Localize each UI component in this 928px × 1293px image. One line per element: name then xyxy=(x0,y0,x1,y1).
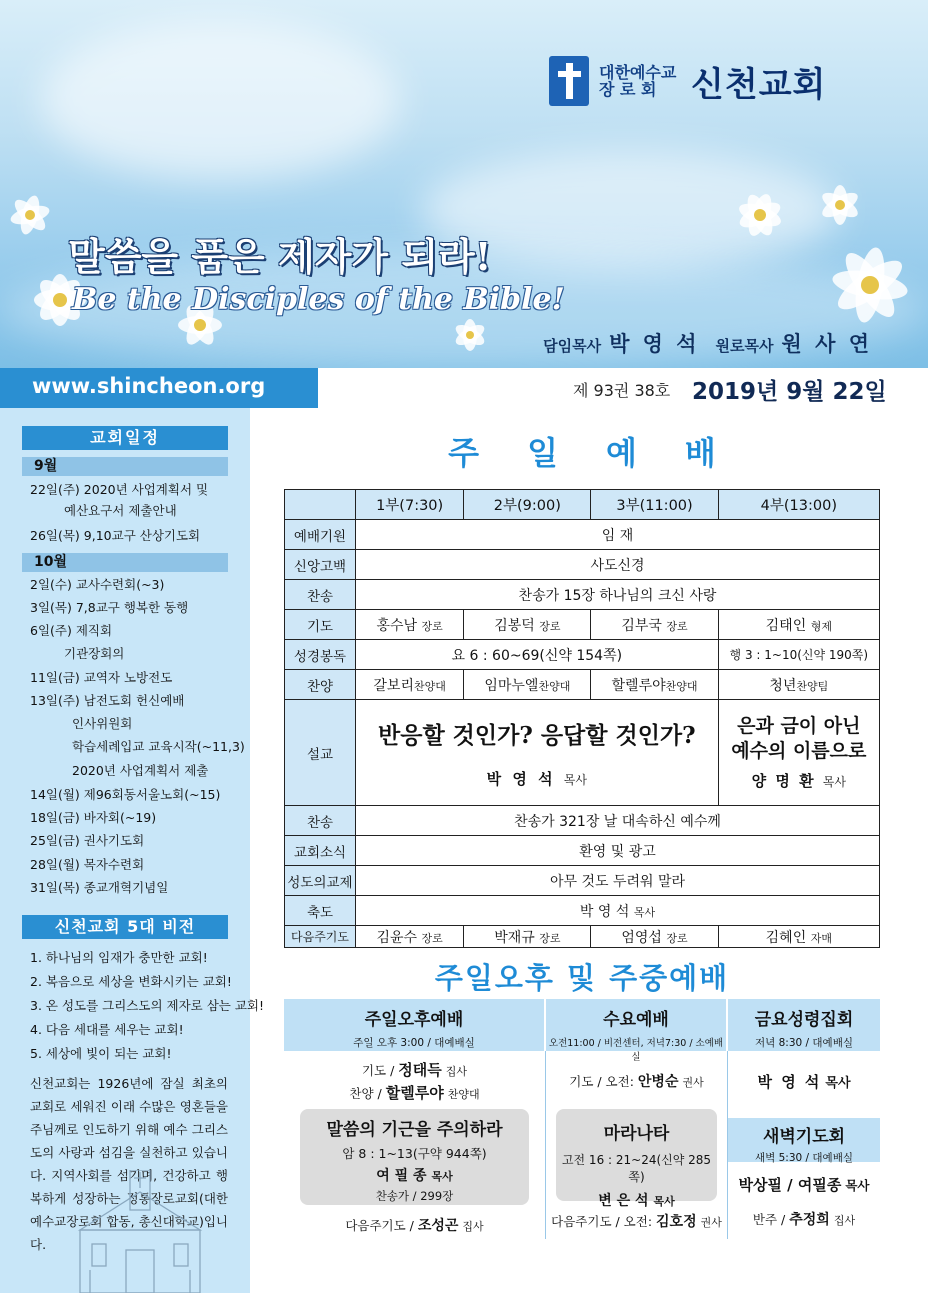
wednesday-next-prayer: 다음주기도 / 오전: 김호정 권사 xyxy=(551,1214,722,1230)
schedule-item: 28일(월) 목자수련회 xyxy=(30,857,145,872)
website-link[interactable]: www.shincheon.org xyxy=(32,374,266,398)
afternoon-sermon-title: 말씀의 기근을 주의하라 xyxy=(326,1120,503,1140)
row-label: 다음주기도 xyxy=(285,926,356,948)
table-row xyxy=(285,640,880,670)
church-introduction: 신천교회는 1926년에 잠실 최초의 교회로 세워진 이래 수많은 영혼들을 주님께로 인도하기 위해 예수 그리스도의 사랑과 섬김을 실천하고 있습니다. 지역사회를 섬기며, 건강하고 행복하게 성장하는 정통장로교회(대한예수교장로회 합동, 총신대학교)입니다. xyxy=(30,1076,228,1252)
wednesday-prayer: 기도 / 오전: 안병순 권사 xyxy=(569,1074,704,1090)
afternoon-hymn: 찬송가 / 299장 xyxy=(375,1189,454,1203)
schedule-item: 26일(목) 9,10교구 산상기도회 xyxy=(30,528,201,543)
vision-item: 1. 하나님의 임재가 충만한 교회! xyxy=(30,950,208,965)
sunday-worship-title: 주일예배 xyxy=(448,434,764,472)
service-2-header: 2부(9:00) xyxy=(464,490,591,520)
vision-item: 5. 세상에 빛이 되는 교회! xyxy=(30,1046,172,1061)
wednesday-scripture: 고전 16 : 21~24(신약 285쪽) xyxy=(561,1153,712,1184)
afternoon-prayer: 기도 / 정태득 집사 xyxy=(361,1061,468,1079)
next-prayer-2: 박재규 장로 xyxy=(464,926,591,948)
church-news: 환영 및 광고 xyxy=(356,836,880,866)
vision-item: 3. 온 성도를 그리스도의 제자로 삼는 교회! xyxy=(30,998,264,1013)
row-label: 찬송 xyxy=(285,806,356,836)
friday-time: 저녁 8:30 / 대예배실 xyxy=(755,1037,853,1049)
dawn-header xyxy=(728,1118,880,1162)
next-prayer-3: 엄영섭 장로 xyxy=(591,926,718,948)
schedule-item: 22일(주) 2020년 사업계획서 및 xyxy=(30,482,209,497)
schedule-item: 2020년 사업계획서 제출 xyxy=(72,763,209,778)
senior-pastor-name: 박 영 석 xyxy=(609,332,700,356)
schedule-item: 2일(수) 교사수련회(~3) xyxy=(30,577,165,592)
choir-1: 갈보리찬양대 xyxy=(356,670,464,700)
wednesday-sermon-title: 마라나타 xyxy=(603,1124,670,1144)
dawn-preachers: 박상필 / 여필종 목사 xyxy=(738,1176,870,1194)
service-3-header: 3부(11:00) xyxy=(591,490,718,520)
schedule-item: 기관장회의 xyxy=(64,646,125,661)
dawn-time: 새벽 5:30 / 대예배실 xyxy=(755,1152,853,1164)
table-row xyxy=(285,866,880,896)
sermon-4th-title-line1: 은과 금이 아닌 xyxy=(737,715,861,737)
header-banner xyxy=(0,0,928,368)
issue-number: 제 93권 38호 xyxy=(573,381,671,400)
opening-hymn: 찬송가 15장 하나님의 크신 사랑 xyxy=(356,580,880,610)
afternoon-worship xyxy=(284,999,545,1235)
prayer-leader-3: 김부국 장로 xyxy=(591,610,718,640)
benediction-value: 박 영 석 목사 xyxy=(356,896,880,926)
prayer-leader-2: 김봉덕 장로 xyxy=(464,610,591,640)
sermon-4th-title-line2: 예수의 이름으로 xyxy=(731,740,867,762)
prayer-leader-4: 김태인 형제 xyxy=(718,610,879,640)
afternoon-time: 주일 오후 3:00 / 대예배실 xyxy=(353,1037,475,1049)
row-label: 신앙고백 xyxy=(285,550,356,580)
afternoon-next-prayer: 다음주기도 / 조성곤 집사 xyxy=(345,1218,484,1234)
choir-2: 임마누엘찬양대 xyxy=(464,670,591,700)
table-corner xyxy=(285,490,356,520)
wednesday-worship xyxy=(546,999,727,1231)
sermon-4th-preacher: 양 명 환 목사 xyxy=(751,772,846,790)
service-1-header: 1부(7:30) xyxy=(356,490,464,520)
fellowship-value: 아무 것도 두려워 말라 xyxy=(356,866,880,896)
table-row xyxy=(285,610,880,640)
schedule-item: 31일(목) 종교개혁기념일 xyxy=(30,880,169,895)
sky-haze xyxy=(40,20,400,180)
row-label: 교회소식 xyxy=(285,836,356,866)
sermon-4th xyxy=(718,700,879,806)
friday-dawn-worship xyxy=(728,999,880,1229)
table-row xyxy=(285,806,880,836)
vision-item: 2. 복음으로 세상을 변화시키는 교회! xyxy=(30,974,232,989)
row-label: 예배기원 xyxy=(285,520,356,550)
table-row xyxy=(285,836,880,866)
info-bar xyxy=(0,368,928,408)
row-label: 성경봉독 xyxy=(285,640,356,670)
schedule-item: 학습세례입교 교육시작(~11,3) xyxy=(72,739,245,754)
schedule-item: 3일(목) 7,8교구 행복한 동행 xyxy=(30,600,189,615)
sunday-service-table xyxy=(284,489,880,948)
table-row xyxy=(285,550,880,580)
invocation-value: 임 재 xyxy=(356,520,880,550)
table-row xyxy=(285,700,880,806)
friday-header xyxy=(728,999,880,1051)
month-label: 9월 xyxy=(22,457,228,476)
sidebar xyxy=(0,408,264,1293)
church-building-illustration xyxy=(60,1170,220,1293)
row-label: 찬양 xyxy=(285,670,356,700)
weekday-worship-title: 주일오후 및 주중예배 xyxy=(434,961,730,995)
wednesday-name: 수요예배 xyxy=(603,1010,669,1030)
emeritus-pastor-role: 원로목사 xyxy=(715,337,774,355)
vision-item: 4. 다음 세대를 세우는 교회! xyxy=(30,1022,184,1037)
church-logo[interactable] xyxy=(549,56,826,106)
row-label: 설교 xyxy=(285,700,356,806)
wednesday-header xyxy=(546,999,727,1063)
month-label: 10월 xyxy=(22,553,228,572)
issue-date: 2019년 9월 22일 xyxy=(692,379,887,405)
pastors-line xyxy=(543,328,872,358)
schedule-heading: 교회일정 xyxy=(22,426,228,450)
sermon-main xyxy=(356,700,719,806)
schedule-item: 인사위원회 xyxy=(72,716,133,731)
row-label: 성도의교제 xyxy=(285,866,356,896)
dawn-name: 새벽기도회 xyxy=(762,1127,846,1147)
sermon-title: 반응할 것인가? 응답할 것인가? xyxy=(378,721,696,749)
afternoon-header xyxy=(284,999,545,1051)
scripture-reading-4th: 행 3 : 1~10(신약 190쪽) xyxy=(718,640,879,670)
friday-preacher: 박 영 석 목사 xyxy=(757,1073,851,1091)
next-prayer-1: 김윤수 장로 xyxy=(356,926,464,948)
wednesday-preacher: 변 은 석 목사 xyxy=(598,1193,675,1209)
afternoon-name: 주일오후예배 xyxy=(364,1010,464,1030)
closing-hymn: 찬송가 321장 날 대속하신 예수께 xyxy=(356,806,880,836)
afternoon-praise: 찬양 / 할렐루야 찬양대 xyxy=(349,1084,480,1102)
afternoon-sermon-box xyxy=(300,1109,529,1205)
schedule-item: 13일(주) 남전도회 헌신예배 xyxy=(30,693,185,708)
service-4-header: 4부(13:00) xyxy=(718,490,879,520)
afternoon-scripture: 암 8 : 1~13(구약 944쪽) xyxy=(342,1146,487,1161)
schedule-item: 6일(주) 제직회 xyxy=(30,623,113,638)
emeritus-pastor-name: 원 사 연 xyxy=(781,332,872,356)
prayer-leader-1: 홍수남 장로 xyxy=(356,610,464,640)
table-row xyxy=(285,896,880,926)
table-header-row xyxy=(285,490,880,520)
table-row xyxy=(285,580,880,610)
wednesday-time: 오전11:00 / 비전센터, 저녁7:30 / 소예배실 xyxy=(548,1038,724,1063)
church-name: 신천교회 xyxy=(691,64,827,105)
table-row xyxy=(285,670,880,700)
choir-4: 청년찬양팀 xyxy=(718,670,879,700)
next-prayer-4: 김혜인 자매 xyxy=(718,926,879,948)
schedule-item: 예산요구서 제출안내 xyxy=(64,503,177,518)
row-label: 기도 xyxy=(285,610,356,640)
logo-denomination: 대한예수교 장 로 회 xyxy=(599,63,677,99)
sermon-preacher: 박 영 석 목사 xyxy=(486,769,587,788)
friday-name: 금요성령집회 xyxy=(754,1010,854,1030)
senior-pastor-role: 담임목사 xyxy=(543,337,602,355)
schedule-item: 11일(금) 교역자 노방전도 xyxy=(30,670,173,685)
slogan-english: Be the Disciples of the Bible! xyxy=(72,282,565,317)
slogan-korean: 말씀을 품은 제자가 되라! xyxy=(68,234,492,279)
choir-3: 할렐루야찬양대 xyxy=(591,670,718,700)
row-label: 축도 xyxy=(285,896,356,926)
vision-heading: 신천교회 5대 비전 xyxy=(22,915,228,939)
schedule-item: 18일(금) 바자회(~19) xyxy=(30,810,157,825)
wednesday-sermon-box xyxy=(556,1109,717,1209)
scripture-reading-main: 요 6 : 60~69(신약 154쪽) xyxy=(356,640,719,670)
creed-value: 사도신경 xyxy=(356,550,880,580)
schedule-item: 25일(금) 권사기도회 xyxy=(30,833,145,848)
dawn-accompanist: 반주 / 추정희 집사 xyxy=(752,1212,856,1228)
schedule-item: 14일(월) 제96회동서울노회(~15) xyxy=(30,787,221,802)
table-row xyxy=(285,926,880,948)
cross-logo-icon xyxy=(549,56,589,106)
row-label: 찬송 xyxy=(285,580,356,610)
table-row xyxy=(285,520,880,550)
afternoon-preacher: 여 필 종 목사 xyxy=(376,1168,453,1184)
